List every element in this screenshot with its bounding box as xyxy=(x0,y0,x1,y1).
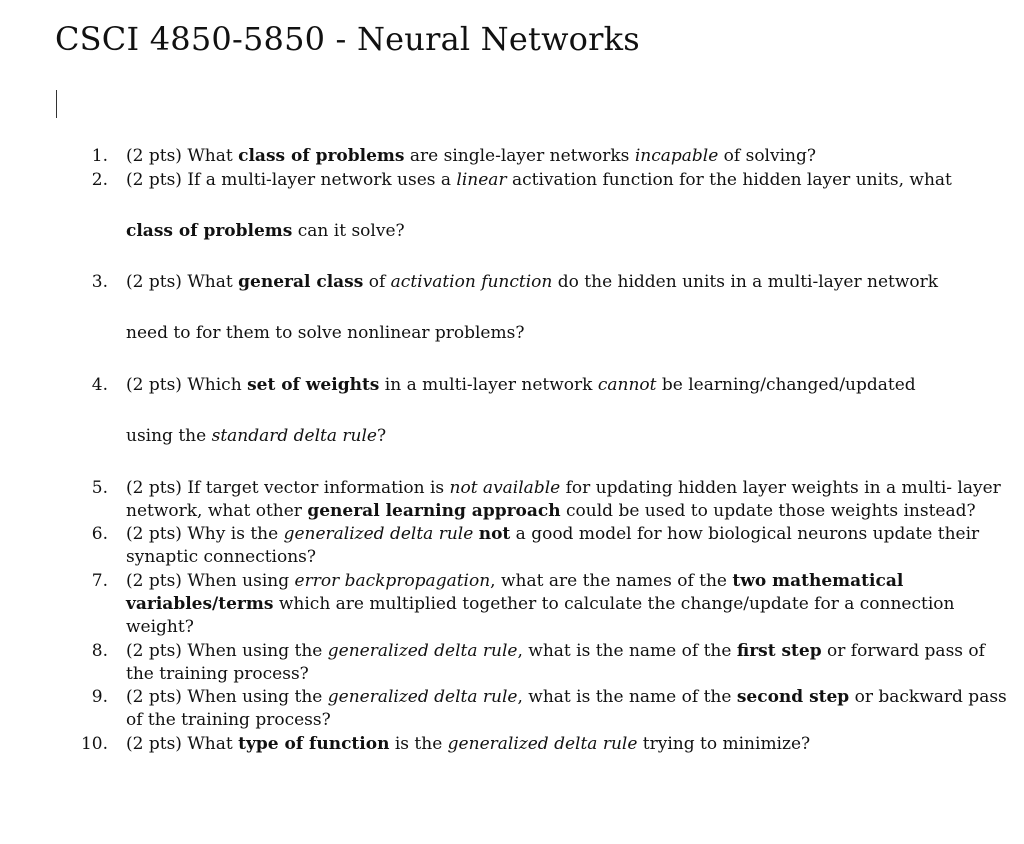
question-text-continued xyxy=(126,220,405,243)
text-run: of xyxy=(363,272,391,292)
text-run: can it solve? xyxy=(292,221,405,241)
text-run: weight? xyxy=(126,617,194,637)
text-run: is the xyxy=(389,734,448,754)
emphasis-italic: incapable xyxy=(634,146,719,166)
text-run: , what are the names of the xyxy=(490,571,733,591)
emphasis-bold: second step xyxy=(736,687,850,707)
emphasis-italic: activation function xyxy=(390,272,553,292)
question-text xyxy=(126,733,1006,756)
emphasis-bold: set of weights xyxy=(247,375,380,395)
text-run: (2 pts) When using the xyxy=(126,641,328,661)
question-text-continued xyxy=(126,709,331,732)
question-number: 10. xyxy=(80,734,108,754)
emphasis-italic: standard delta rule xyxy=(211,426,377,446)
document-title: CSCI 4850-5850 - Neural Networks xyxy=(55,20,640,58)
question-text xyxy=(126,640,1006,663)
emphasis-italic: generalized delta rule xyxy=(283,524,474,544)
text-run: or backward pass xyxy=(849,687,1007,707)
text-run: activation function for the hidden layer units, what xyxy=(506,170,952,190)
text-run: (2 pts) When using xyxy=(126,571,295,591)
text-run: using the xyxy=(126,426,212,446)
text-run: synaptic connections? xyxy=(126,547,317,567)
question-text-continued xyxy=(126,500,976,523)
question-number: 5. xyxy=(91,478,108,498)
text-run: the training process? xyxy=(126,664,309,684)
text-run: need to for them to solve nonlinear problems? xyxy=(126,323,525,343)
emphasis-italic: generalized delta rule xyxy=(447,734,638,754)
text-run: (2 pts) Which xyxy=(126,375,248,395)
text-run: (2 pts) What xyxy=(126,272,239,292)
question-text-continued xyxy=(126,593,954,616)
text-run: (2 pts) What xyxy=(126,734,239,754)
emphasis-bold: general class xyxy=(238,272,364,292)
text-run: (2 pts) What xyxy=(126,146,239,166)
text-run: network, what other xyxy=(126,501,308,521)
question-number: 9. xyxy=(91,687,108,707)
question-text xyxy=(126,374,1006,397)
question-text xyxy=(126,169,1006,192)
text-run: do the hidden units in a multi-layer network xyxy=(552,272,939,292)
emphasis-bold: variables/terms xyxy=(126,594,274,614)
text-run: which are multiplied together to calculate the change/update for a connection xyxy=(273,594,955,614)
text-run: a good model for how biological neurons update their xyxy=(510,524,980,544)
question-text xyxy=(126,523,1006,546)
emphasis-italic: linear xyxy=(456,170,507,190)
text-run: of solving? xyxy=(718,146,816,166)
question-number: 6. xyxy=(91,524,108,544)
question-text xyxy=(126,145,1006,168)
emphasis-italic: not available xyxy=(449,478,561,498)
question-text xyxy=(126,686,1006,709)
text-run: (2 pts) When using the xyxy=(126,687,328,707)
emphasis-italic: generalized delta rule xyxy=(327,687,518,707)
text-run: of the training process? xyxy=(126,710,331,730)
question-text xyxy=(126,477,1006,500)
text-run: for updating hidden layer weights in a multi- layer xyxy=(560,478,1001,498)
text-run: or forward pass of xyxy=(821,641,985,661)
question-number: 3. xyxy=(91,272,108,292)
emphasis-bold: first step xyxy=(736,641,822,661)
text-run: (2 pts) If a multi-layer network uses a xyxy=(126,170,457,190)
emphasis-bold: type of function xyxy=(238,734,390,754)
emphasis-bold: class of problems xyxy=(126,221,293,241)
question-text-continued xyxy=(126,322,524,345)
emphasis-bold: two mathematical xyxy=(732,571,904,591)
text-run: (2 pts) Why is the xyxy=(126,524,284,544)
emphasis-italic: generalized delta rule xyxy=(327,641,518,661)
text-run: trying to minimize? xyxy=(637,734,811,754)
emphasis-italic: cannot xyxy=(597,375,657,395)
text-run: are single-layer networks xyxy=(404,146,635,166)
text-run: , what is the name of the xyxy=(517,641,737,661)
question-number: 8. xyxy=(91,641,108,661)
question-number: 1. xyxy=(91,146,108,166)
text-run: (2 pts) If target vector information is xyxy=(126,478,450,498)
question-text-continued xyxy=(126,546,316,569)
question-number: 7. xyxy=(91,571,108,591)
question-number: 2. xyxy=(91,170,108,190)
question-text-continued xyxy=(126,663,309,686)
text-run: in a multi-layer network xyxy=(379,375,598,395)
question-text-continued xyxy=(126,425,386,448)
text-run: , what is the name of the xyxy=(517,687,737,707)
emphasis-italic: error backpropagation xyxy=(294,571,491,591)
question-text xyxy=(126,271,1006,294)
question-text-continued xyxy=(126,616,194,639)
text-run: ? xyxy=(377,426,387,446)
emphasis-bold: general learning approach xyxy=(307,501,561,521)
text-cursor xyxy=(56,90,57,118)
question-number: 4. xyxy=(91,375,108,395)
question-text xyxy=(126,570,1006,593)
emphasis-bold: not xyxy=(478,524,511,544)
text-run: be learning/changed/updated xyxy=(656,375,916,395)
emphasis-bold: class of problems xyxy=(238,146,405,166)
text-run: could be used to update those weights instead? xyxy=(560,501,976,521)
